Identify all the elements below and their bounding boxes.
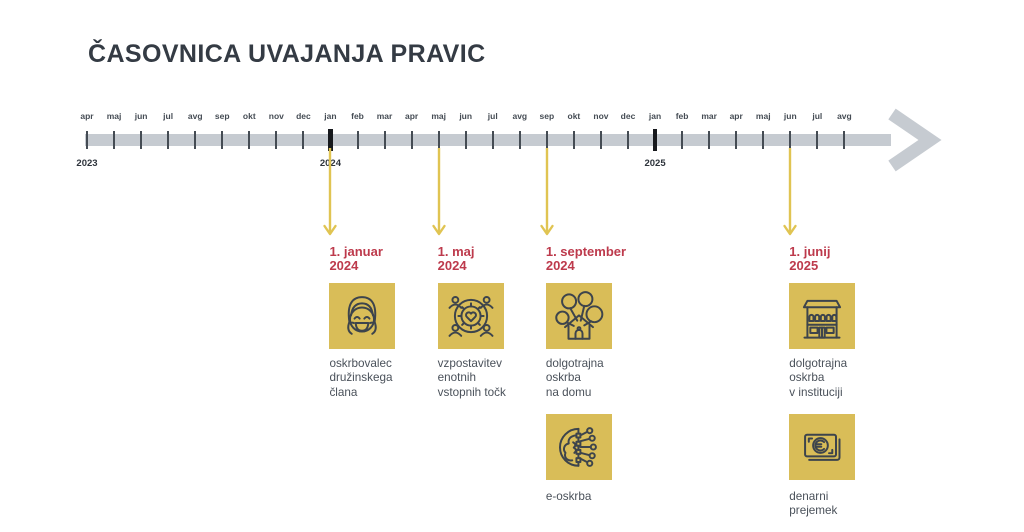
family-carer-icon [329, 283, 395, 349]
single-entry-points-icon [438, 283, 504, 349]
event-label-line: na domu [545, 385, 592, 399]
month-label: avg [512, 111, 528, 121]
event-date-line: 2024 [329, 258, 359, 273]
institution-care-icon [789, 283, 855, 349]
timeline-tick [357, 131, 359, 149]
event-label [329, 357, 392, 400]
timeline-tick [762, 131, 764, 149]
down-arrow-icon [539, 148, 555, 240]
event-date-line: 2025 [789, 258, 819, 273]
event-date [329, 245, 382, 273]
timeline-tick [573, 131, 575, 149]
event-date-line: 2024 [545, 258, 575, 273]
month-label: okt [242, 111, 256, 121]
event-label-line: e-oskrba [545, 490, 592, 503]
month-label: apr [404, 111, 419, 121]
year-label: 2023 [76, 158, 98, 169]
timeline-tick [735, 131, 737, 149]
event-date-line: 1. september [545, 244, 627, 259]
month-label: jun [783, 111, 797, 121]
timeline-tick [113, 131, 115, 149]
month-label: dec [296, 111, 311, 121]
timeline-tick [465, 131, 467, 149]
event-label-line: prejemek [789, 504, 838, 518]
down-arrow-icon [782, 148, 798, 240]
month-label: jul [487, 111, 498, 121]
month-label: nov [268, 111, 284, 121]
timeline-tick [302, 131, 304, 149]
month-label: nov [593, 111, 609, 121]
timeline-tick [194, 131, 196, 149]
month-label: apr [80, 111, 94, 121]
month-label: jul [812, 111, 823, 121]
event-label-line: enotnih [437, 371, 476, 385]
month-label: feb [351, 111, 364, 121]
month-label: avg [187, 111, 203, 121]
timeline-tick [627, 131, 629, 149]
event-date-line: 2024 [437, 258, 467, 273]
page-title: ČASOVNICA UVAJANJA PRAVIC [88, 40, 486, 68]
e-care-icon [546, 414, 612, 480]
event-label-line: družinskega [329, 371, 393, 385]
timeline-tick [492, 131, 494, 149]
month-label: jul [163, 111, 174, 121]
month-label: apr [729, 111, 743, 121]
timeline-bar [85, 134, 891, 146]
event-label-line: dolgotrajna [789, 357, 848, 370]
timeline-tick [221, 131, 223, 149]
month-label: feb [675, 111, 689, 121]
event-label [789, 357, 847, 400]
event-date-line: 1. maj [437, 244, 475, 259]
month-label: mar [376, 111, 393, 121]
event-label [546, 357, 604, 400]
year-label: 2025 [644, 158, 666, 169]
month-label: avg [837, 111, 852, 121]
cash-benefit-icon [789, 414, 855, 480]
month-label: jun [459, 111, 473, 121]
event-label [789, 490, 837, 519]
event-label-line: oskrba [545, 371, 581, 385]
event-label [546, 490, 591, 504]
down-arrow-icon [322, 148, 338, 240]
timeline-tick [600, 131, 602, 149]
month-label: jan [324, 111, 337, 121]
year-label: 2024 [319, 158, 341, 169]
down-arrow-icon [431, 148, 447, 240]
month-label: maj [106, 111, 122, 121]
timeline-tick [140, 131, 142, 149]
event-label-line: v instituciji [789, 385, 843, 399]
timeline-tick [275, 131, 277, 149]
timeline-tick [384, 131, 386, 149]
month-label: maj [755, 111, 771, 121]
month-label: sep [539, 111, 555, 121]
event-label-line: vstopnih točk [437, 385, 506, 399]
timeline-tick [708, 131, 710, 149]
event-date [546, 245, 626, 273]
event-date-line: 1. junij [789, 244, 831, 259]
month-label: okt [567, 111, 581, 121]
event-label-line: dolgotrajna [545, 357, 604, 370]
timeline-tick [411, 131, 413, 149]
month-label: dec [620, 111, 636, 121]
timeline-tick [843, 131, 845, 149]
month-label: jan [648, 111, 662, 121]
event-date [438, 245, 475, 273]
timeline-tick [653, 129, 658, 151]
event-label-line: denarni [789, 490, 829, 503]
event-label [438, 357, 506, 400]
event-label-line: oskrbovalec [329, 357, 392, 370]
event-label-line: člana [329, 385, 358, 399]
month-label: jun [134, 111, 148, 121]
timeline-tick [248, 131, 250, 149]
event-label-line: vzpostavitev [437, 357, 502, 370]
timeline-tick [816, 131, 818, 149]
event-label-line: oskrba [789, 371, 825, 385]
timeline-tick [167, 131, 169, 149]
event-date [789, 245, 830, 273]
month-label: mar [701, 111, 717, 121]
event-date-line: 1. januar [329, 244, 383, 259]
timeline-tick [681, 131, 683, 149]
timeline-tick [519, 131, 521, 149]
arrow-right-icon [886, 102, 942, 183]
timeline-tick [789, 131, 791, 149]
timeline-tick [86, 131, 88, 149]
timeline-tick [438, 131, 440, 149]
timeline-tick [546, 131, 548, 149]
home-care-icon [546, 283, 612, 349]
month-label: sep [214, 111, 230, 121]
month-label: maj [431, 111, 446, 121]
